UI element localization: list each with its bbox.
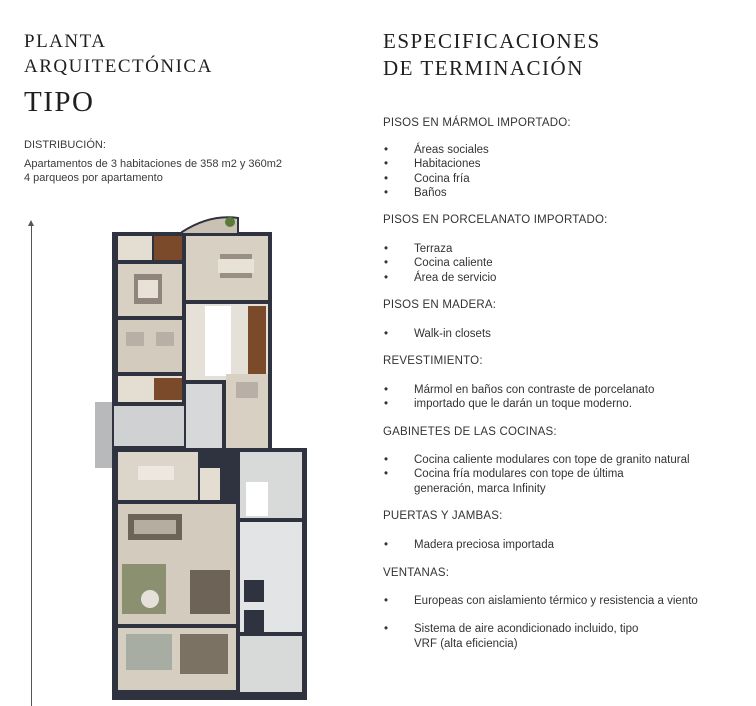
living-set-2	[190, 570, 230, 614]
kitchen-service	[114, 406, 184, 446]
bath-1	[118, 236, 152, 260]
bullet: •	[384, 144, 389, 156]
dining-table	[134, 520, 176, 534]
master-bed-sheet	[218, 259, 254, 273]
section-heading-porcelain: PISOS EN PORCELANATO IMPORTADO:	[383, 214, 608, 226]
distribution-block	[24, 138, 282, 185]
sofa-a	[126, 332, 144, 346]
distribution-line-1: Apartamentos de 3 habitaciones de 358 m2 y 360m2	[24, 158, 283, 170]
bed-2-sheet	[138, 280, 158, 298]
list-item: • Sistema de aire acondicionado incluido, tipo VRF (alta eficiencia)	[384, 623, 639, 650]
title-line-2: ARQUITECTÓNICA	[24, 56, 213, 77]
elevator-1	[244, 580, 264, 602]
section-list-marble	[383, 143, 489, 201]
laundry	[186, 384, 222, 448]
section-heading-wood: PISOS EN MADERA:	[383, 299, 497, 311]
specs-title-line-1: ESPECIFICACIONES	[383, 29, 601, 53]
coffee-table	[141, 590, 159, 608]
kitchen-island	[138, 466, 174, 480]
distribution-line-2: 4 parqueos por apartamento	[24, 172, 163, 184]
bullet: •	[384, 271, 389, 284]
closet-wood-3	[154, 378, 182, 400]
north-arrow-line	[31, 224, 32, 706]
service-area	[240, 636, 302, 692]
bullet: •	[384, 539, 389, 551]
list-item: • Walk-in closets	[384, 328, 491, 340]
section-list-cabinets	[383, 453, 733, 496]
bullet: •	[384, 468, 389, 481]
section-list-windows	[383, 594, 743, 651]
specs-title-line-2: DE TERMINACIÓN	[383, 56, 584, 80]
terrace-dining	[180, 634, 228, 674]
title-line-1: PLANTA	[24, 31, 107, 52]
section-list-cladding	[383, 383, 654, 412]
list-item: • Área de servicio	[384, 271, 497, 284]
bullet: •	[384, 187, 389, 200]
list-item: • Madera preciosa importada	[384, 539, 554, 551]
section-heading-marble: PISOS EN MÁRMOL IMPORTADO:	[383, 117, 571, 129]
section-list-porcelain	[383, 242, 496, 285]
section-list-wood	[383, 327, 491, 341]
bullet: •	[384, 623, 389, 636]
bullet: •	[384, 158, 389, 171]
bullet: •	[384, 172, 389, 185]
list-item: • Terraza	[384, 243, 453, 255]
section-heading-cladding: REVESTIMIENTO:	[383, 355, 483, 367]
elevator-2	[244, 610, 264, 632]
floor-plan	[90, 214, 312, 700]
closet-wood-1	[154, 236, 182, 260]
distribution-label: DISTRIBUCIÓN:	[24, 139, 106, 151]
list-item: • importado que le darán un toque moderno.	[384, 398, 633, 411]
bullet: •	[384, 257, 389, 270]
powder-room	[200, 468, 220, 500]
list-item: • Baños	[384, 187, 447, 200]
closet-wood-2	[248, 306, 266, 376]
list-item: • Cocina caliente modulares con tope de granito natural	[384, 454, 690, 466]
living-rug	[122, 564, 166, 614]
section-heading-doors: PUERTAS Y JAMBAS:	[383, 510, 503, 522]
list-item: • Habitaciones	[384, 158, 481, 171]
bullet: •	[384, 328, 389, 340]
section-list-doors	[383, 538, 554, 552]
bullet: •	[384, 398, 389, 411]
family-sofa	[236, 382, 258, 398]
stairs	[246, 482, 268, 516]
sofa-b	[156, 332, 174, 346]
list-item: • Cocina caliente	[384, 257, 493, 270]
title-line-3: TIPO	[24, 86, 95, 118]
bath-master	[205, 306, 231, 376]
list-item: • Áreas sociales	[384, 144, 489, 156]
plant	[225, 217, 235, 227]
list-item: • Cocina fría	[384, 172, 470, 185]
section-heading-windows: VENTANAS:	[383, 567, 450, 579]
list-item: • Mármol en baños con contraste de porcelanato	[384, 384, 655, 396]
section-heading-cabinets: GABINETES DE LAS COCINAS:	[383, 426, 557, 438]
bullet: •	[384, 454, 389, 466]
terrace-lounge	[126, 634, 172, 670]
list-item: • Cocina fría modulares con tope de última generación, marca Infinity	[384, 468, 624, 495]
bullet: •	[384, 595, 389, 607]
bullet: •	[384, 384, 389, 396]
bullet: •	[384, 243, 389, 255]
list-item: • Europeas con aislamiento térmico y resistencia a viento	[384, 595, 698, 607]
